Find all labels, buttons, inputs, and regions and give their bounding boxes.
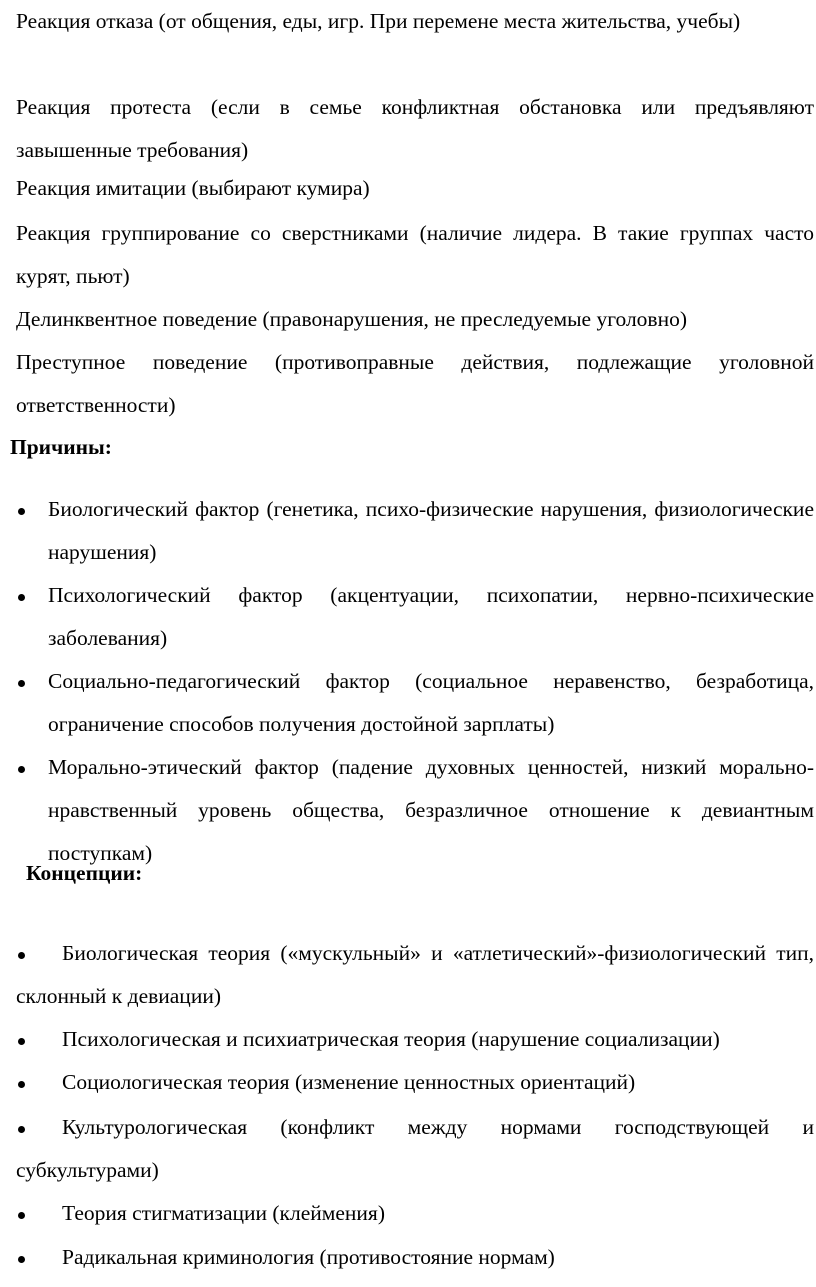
bullet-dot-icon xyxy=(16,574,46,617)
concept-list-item xyxy=(16,1106,814,1192)
concept-list-item xyxy=(16,1061,814,1104)
concept-text: Культурологическая (конфликт между нормами господствующей и субкультурами) xyxy=(16,1115,814,1182)
bullet-dot-icon xyxy=(16,660,46,703)
concept-text: Биологическая теория («мускульный» и «атлетический»-физиологический тип, склонный к девиации) xyxy=(16,941,814,1008)
bullet-dot-icon xyxy=(16,488,46,531)
reaction-paragraph: Преступное поведение (противоправные действия, подлежащие уголовной ответственности) xyxy=(16,350,814,417)
concept-text: Социологическая теория (изменение ценностных ориентаций) xyxy=(62,1070,636,1094)
cause-list-item xyxy=(16,574,814,660)
bullet-dot-icon xyxy=(16,1018,62,1061)
causes-heading: Причины: xyxy=(10,435,112,459)
concept-list-item xyxy=(16,932,814,1018)
reaction-paragraph: Реакция протеста (если в семье конфликтная обстановка или предъявляют завышенные требования) xyxy=(16,95,814,162)
cause-list-item xyxy=(16,660,814,746)
bullet-dot-icon xyxy=(16,1061,62,1104)
concept-list-item xyxy=(16,1018,814,1061)
bullet-dot-icon xyxy=(16,746,46,789)
reaction-paragraph: Реакция группирование со сверстниками (наличие лидера. В такие группах часто курят, пьют) xyxy=(16,221,814,288)
bullet-dot-icon xyxy=(16,1236,62,1279)
cause-text: Психологический фактор (акцентуации, психопатии, нервно-психические заболевания) xyxy=(48,583,814,650)
concepts-heading: Концепции: xyxy=(26,861,143,885)
concept-text: Психологическая и психиатрическая теория (нарушение социализации) xyxy=(62,1027,720,1051)
cause-list-item xyxy=(16,488,814,574)
concept-text: Теория стигматизации (клеймения) xyxy=(62,1201,385,1225)
bullet-dot-icon xyxy=(16,1106,62,1149)
reaction-paragraph: Реакция имитации (выбирают кумира) xyxy=(16,176,370,200)
bullet-dot-icon xyxy=(16,932,62,975)
reaction-paragraph: Реакция отказа (от общения, еды, игр. При перемене места жительства, учебы) xyxy=(16,9,741,33)
cause-text: Социально-педагогический фактор (социальное неравенство, безработица, ограничение способов получения достойной зарплаты) xyxy=(48,669,814,736)
cause-text: Биологический фактор (генетика, психо-физические нарушения, физиологические нарушения) xyxy=(48,497,814,564)
concept-text: Радикальная криминология (противостояние нормам) xyxy=(62,1245,555,1269)
concept-list-item xyxy=(16,1236,814,1279)
reaction-paragraph: Делинквентное поведение (правонарушения, не преследуемые уголовно) xyxy=(16,307,687,331)
concept-list-item xyxy=(16,1192,814,1235)
cause-text: Морально-этический фактор (падение духовных ценностей, низкий морально-нравственный уровень общества, безразличное отношение к девиантным поступкам) xyxy=(48,755,814,865)
bullet-dot-icon xyxy=(16,1192,62,1235)
